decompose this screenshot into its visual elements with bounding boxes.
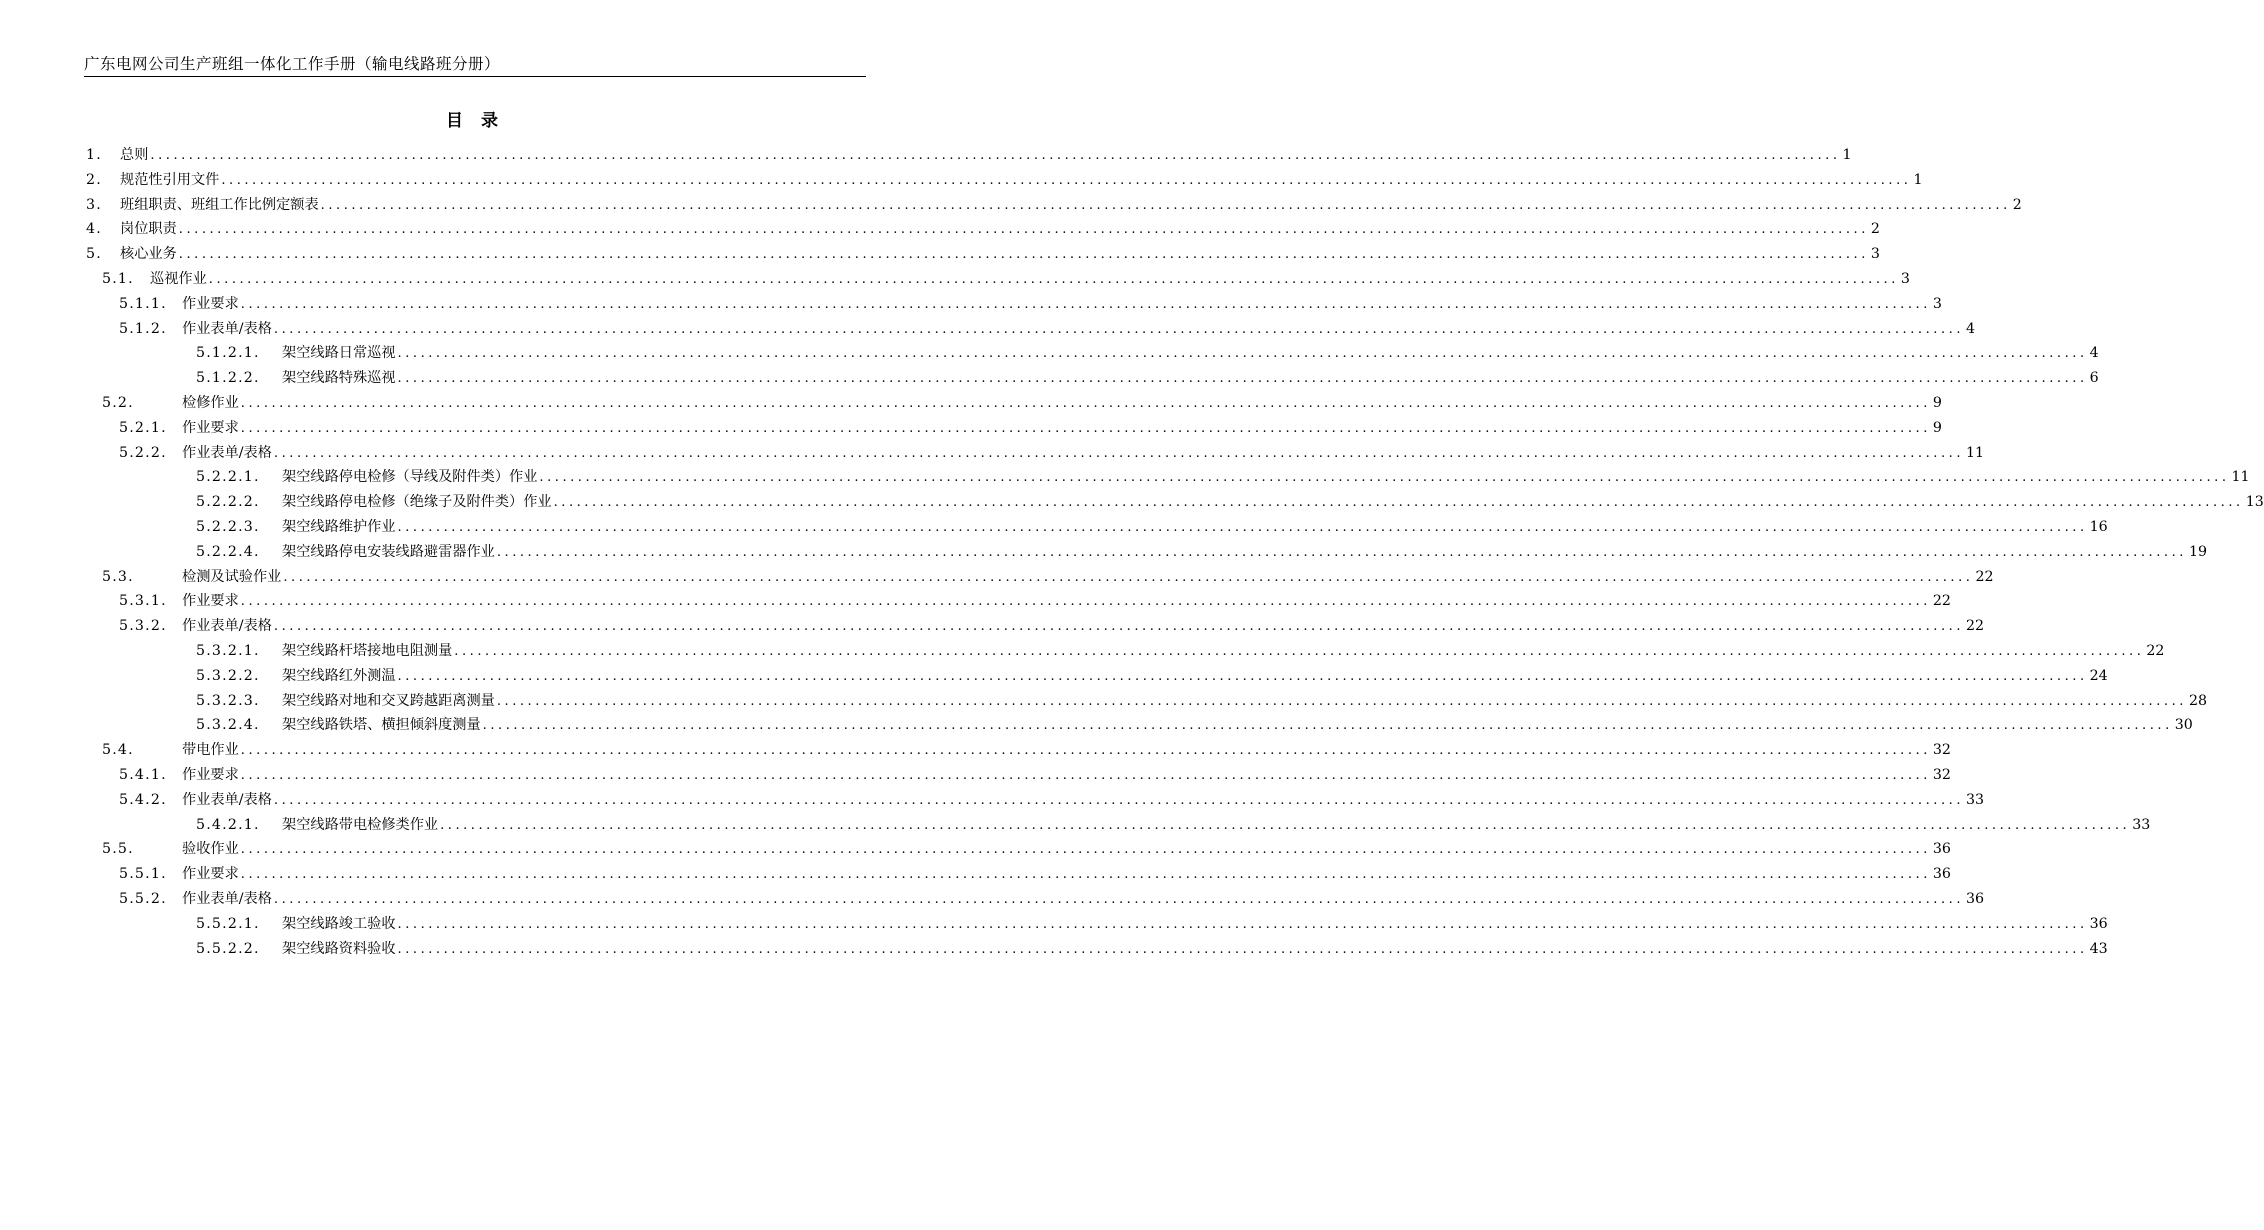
toc-entry-page: 2 xyxy=(1870,221,1880,238)
toc-entry[interactable] xyxy=(196,639,2165,663)
toc-entry-text: 架空线路资料验收 xyxy=(282,940,396,957)
toc-leader-dots: ............................................................................................................................................................................................................................ xyxy=(454,644,2145,659)
toc-entry[interactable] xyxy=(196,937,2108,961)
toc-entry-text: 检测及试验作业 xyxy=(182,568,282,585)
toc-entry-number: 5.1.2. xyxy=(119,320,167,337)
toc-entry-text: 岗位职责 xyxy=(120,221,177,238)
toc-leader-dots: ............................................................................................................................................................................................................................ xyxy=(221,172,1912,188)
toc-entry-page: 22 xyxy=(1932,593,1951,610)
toc-entry-number: 5.2. xyxy=(102,395,134,411)
toc-entry-text: 架空线路对地和交叉跨越距离测量 xyxy=(282,692,495,709)
toc-leader-dots: ............................................................................................................................................................................................................................ xyxy=(273,792,1965,808)
toc-entry-text: 核心业务 xyxy=(120,246,177,263)
toc-entry-text: 作业要求 xyxy=(182,593,239,610)
toc-entry-page: 32 xyxy=(1932,767,1951,783)
toc-entry-page: 33 xyxy=(1966,791,1985,808)
toc-leader-dots: ............................................................................................................................................................................................................................ xyxy=(273,619,1965,635)
toc-leader-dots: ............................................................................................................................................................................................................................ xyxy=(240,867,1931,883)
toc-entry-page: 9 xyxy=(1932,419,1942,436)
toc-entry-page: 19 xyxy=(2188,543,2207,560)
toc-entry-number: 5.4.1. xyxy=(119,767,167,783)
running-header: 广东电网公司生产班组一体化工作手册（输电线路班分册） xyxy=(84,55,501,73)
toc-entry-text: 班组职责、班组工作比例定额表 xyxy=(120,196,319,213)
toc-entry-text: 验收作业 xyxy=(182,841,239,858)
toc-leader-dots: ............................................................................................................................................................................................................................ xyxy=(240,396,1931,411)
toc-entry-number: 5.3.2.1. xyxy=(196,643,260,659)
toc-entry[interactable] xyxy=(102,267,1910,291)
header-rule xyxy=(84,76,866,77)
toc-entry[interactable] xyxy=(119,416,1942,440)
toc-entry-number: 5.5.2.2. xyxy=(196,940,260,957)
toc-entry-number: 5.2.2.1. xyxy=(196,469,260,486)
toc-leader-dots: ............................................................................................................................................................................................................................ xyxy=(178,222,1869,238)
toc-entry-page: 1 xyxy=(1842,147,1852,163)
toc-leader-dots: ............................................................................................................................................................................................................................ xyxy=(397,520,2088,535)
toc-entry-number: 5.2.2.4. xyxy=(196,543,260,560)
toc-entry-number: 5.4.2. xyxy=(119,791,167,808)
toc-entry-text: 架空线路铁塔、横担倾斜度测量 xyxy=(282,717,481,734)
toc-entry-number: 5. xyxy=(86,246,102,263)
toc-leader-dots: ............................................................................................................................................................................................................................ xyxy=(178,247,1869,263)
toc-entry-text: 架空线路日常巡视 xyxy=(282,345,396,362)
toc-entry[interactable] xyxy=(102,391,1942,415)
toc-entry-number: 5.3.1. xyxy=(119,593,167,610)
toc-entry-page: 11 xyxy=(2231,469,2250,486)
toc-entry-number: 1. xyxy=(86,147,102,163)
toc-entry-text: 架空线路停电检修（绝缘子及附件类）作业 xyxy=(282,494,552,511)
toc-entry-text: 带电作业 xyxy=(182,742,239,759)
toc-entry[interactable] xyxy=(102,837,1951,861)
toc-entry-text: 架空线路带电检修类作业 xyxy=(282,816,439,833)
toc-entry-page: 3 xyxy=(1932,295,1942,312)
toc-leader-dots: ............................................................................................................................................................................................................................ xyxy=(320,197,2011,213)
toc-entry-text: 巡视作业 xyxy=(150,271,207,287)
toc-entry-page: 4 xyxy=(2089,345,2099,362)
toc-entry[interactable] xyxy=(196,366,2099,390)
toc-entry[interactable] xyxy=(102,738,1951,762)
toc-entry-number: 5.1.1. xyxy=(119,295,167,312)
toc-entry[interactable] xyxy=(196,912,2108,936)
toc-entry-number: 5.4.2.1. xyxy=(196,816,260,833)
toc-entry-number: 5.2.1. xyxy=(119,419,167,436)
toc-entry[interactable] xyxy=(119,788,1985,812)
toc-leader-dots: ............................................................................................................................................................................................................................ xyxy=(240,768,1931,783)
toc-entry-text: 检修作业 xyxy=(182,395,239,411)
toc-entry-page: 33 xyxy=(2132,816,2151,833)
toc-leader-dots: ............................................................................................................................................................................................................................ xyxy=(482,718,2173,734)
toc-leader-dots: ............................................................................................................................................................................................................................ xyxy=(397,346,2088,362)
toc-entry-page: 9 xyxy=(1932,395,1942,411)
toc-entry-page: 22 xyxy=(2146,643,2165,659)
toc-entry-page: 6 xyxy=(2089,370,2099,387)
toc-entry[interactable] xyxy=(196,515,2108,539)
toc-entry-page: 4 xyxy=(1966,320,1976,337)
toc-entry[interactable] xyxy=(196,465,2250,489)
toc-leader-dots: ............................................................................................................................................................................................................................ xyxy=(496,693,2187,709)
toc-leader-dots: ............................................................................................................................................................................................................................ xyxy=(496,544,2187,560)
toc-entry-text: 架空线路特殊巡视 xyxy=(282,370,396,387)
toc-title: 目 录 xyxy=(446,111,504,131)
toc-entry-text: 作业要求 xyxy=(182,295,239,312)
toc-entry[interactable] xyxy=(119,589,1951,613)
toc-entry-page: 36 xyxy=(2089,915,2108,932)
toc-entry[interactable] xyxy=(119,763,1951,787)
toc-entry[interactable] xyxy=(196,490,2264,514)
toc-entry-text: 规范性引用文件 xyxy=(120,171,220,188)
toc-entry[interactable] xyxy=(196,813,2151,837)
toc-entry-number: 5.1.2.1. xyxy=(196,345,260,362)
toc-entry-number: 5.4. xyxy=(102,742,134,759)
toc-leader-dots: ............................................................................................................................................................................................................................ xyxy=(273,892,1965,907)
toc-entry-page: 28 xyxy=(2188,692,2207,709)
toc-entry-number: 5.3.2.2. xyxy=(196,667,260,684)
toc-entry[interactable] xyxy=(102,565,1994,589)
toc-entry-page: 22 xyxy=(1966,618,1985,635)
toc-leader-dots: ............................................................................................................................................................................................................................ xyxy=(397,668,2088,684)
toc-leader-dots: ............................................................................................................................................................................................................................ xyxy=(397,916,2088,932)
toc-entry-text: 作业表单/表格 xyxy=(182,791,272,808)
toc-entry[interactable] xyxy=(196,664,2108,688)
toc-leader-dots: ............................................................................................................................................................................................................................ xyxy=(539,470,2230,486)
toc-entry[interactable] xyxy=(196,689,2207,713)
toc-leader-dots: ............................................................................................................................................................................................................................ xyxy=(440,817,2131,833)
toc-entry-number: 2. xyxy=(86,171,102,188)
toc-entry[interactable] xyxy=(196,713,2193,737)
toc-entry-page: 3 xyxy=(1870,246,1880,263)
toc-leader-dots: ............................................................................................................................................................................................................................ xyxy=(240,842,1931,858)
toc-entry-text: 总则 xyxy=(120,147,149,163)
toc-leader-dots: ............................................................................................................................................................................................................................ xyxy=(283,569,1974,585)
toc-entry[interactable] xyxy=(86,143,1852,167)
toc-entry-number: 5.5.2.1. xyxy=(196,915,260,932)
toc-leader-dots: ............................................................................................................................................................................................................................ xyxy=(397,941,2088,957)
toc-entry-page: 2 xyxy=(2012,196,2022,213)
toc-entry-number: 5.5.2. xyxy=(119,891,167,907)
toc-entry-page: 3 xyxy=(1900,271,1910,287)
toc-entry-text: 架空线路竣工验收 xyxy=(282,915,396,932)
toc-entry-page: 43 xyxy=(2089,940,2108,957)
toc-entry-page: 36 xyxy=(1932,841,1951,858)
toc-leader-dots: ............................................................................................................................................................................................................................ xyxy=(240,296,1931,312)
toc-entry-text: 作业表单/表格 xyxy=(182,320,272,337)
toc-leader-dots: ............................................................................................................................................................................................................................ xyxy=(553,495,2244,511)
toc-entry-text: 作业要求 xyxy=(182,866,239,883)
toc-entry-number: 5.2.2.2. xyxy=(196,494,260,511)
toc-entry-page: 36 xyxy=(1932,866,1951,883)
toc-entry[interactable] xyxy=(86,193,2022,217)
toc-entry-number: 5.1.2.2. xyxy=(196,370,260,387)
toc-entry-text: 架空线路维护作业 xyxy=(282,519,396,535)
toc-entry[interactable] xyxy=(86,168,1923,192)
toc-entry-page: 32 xyxy=(1932,742,1951,759)
toc-entry-text: 架空线路杆塔接地电阻测量 xyxy=(282,643,453,659)
toc-entry-page: 1 xyxy=(1913,171,1923,188)
toc-entry-number: 5.5. xyxy=(102,841,134,858)
toc-leader-dots: ............................................................................................................................................................................................................................ xyxy=(240,420,1931,436)
toc-entry[interactable] xyxy=(119,862,1951,886)
toc-entry-number: 5.2.2. xyxy=(119,444,167,461)
toc-entry-text: 作业要求 xyxy=(182,767,239,783)
toc-entry[interactable] xyxy=(196,540,2207,564)
toc-entry-number: 5.5.1. xyxy=(119,866,167,883)
toc-leader-dots: ............................................................................................................................................................................................................................ xyxy=(240,594,1931,610)
toc-entry-page: 13 xyxy=(2245,494,2264,511)
toc-entry[interactable] xyxy=(86,217,1880,241)
toc-entry-number: 3. xyxy=(86,196,102,213)
toc-entry-text: 架空线路红外测温 xyxy=(282,667,396,684)
toc-entry[interactable] xyxy=(86,242,1880,266)
toc-entry-text: 架空线路停电检修（导线及附件类）作业 xyxy=(282,469,538,486)
toc-entry-page: 24 xyxy=(2089,667,2108,684)
toc-entry[interactable] xyxy=(119,887,1985,911)
toc-leader-dots: ............................................................................................................................................................................................................................ xyxy=(150,148,1841,163)
toc-leader-dots: ............................................................................................................................................................................................................................ xyxy=(240,743,1931,759)
toc-entry-number: 5.3.2. xyxy=(119,618,167,635)
toc-entry-page: 22 xyxy=(1975,568,1994,585)
toc-leader-dots: ............................................................................................................................................................................................................................ xyxy=(397,371,2088,387)
toc-entry-number: 5.3.2.4. xyxy=(196,717,260,734)
toc-entry-number: 4. xyxy=(86,221,102,238)
toc-entry[interactable] xyxy=(119,614,1985,638)
toc-entry-text: 作业表单/表格 xyxy=(182,891,272,907)
toc-entry-text: 作业要求 xyxy=(182,419,239,436)
toc-entry[interactable] xyxy=(119,317,1976,341)
toc-entry[interactable] xyxy=(196,341,2099,365)
toc-entry-page: 30 xyxy=(2174,717,2193,734)
toc-entry-number: 5.3. xyxy=(102,568,134,585)
toc-entry[interactable] xyxy=(119,441,1985,465)
toc-entry-page: 11 xyxy=(1966,444,1985,461)
toc-entry-number: 5.2.2.3. xyxy=(196,519,260,535)
toc-entry-text: 作业表单/表格 xyxy=(182,444,272,461)
toc-leader-dots: ............................................................................................................................................................................................................................ xyxy=(273,445,1965,461)
toc-entry-number: 5.3.2.3. xyxy=(196,692,260,709)
toc-leader-dots: ............................................................................................................................................................................................................................ xyxy=(273,321,1965,337)
toc-entry-text: 架空线路停电安装线路避雷器作业 xyxy=(282,543,495,560)
toc-entry-page: 36 xyxy=(1966,891,1985,907)
toc-leader-dots: ............................................................................................................................................................................................................................ xyxy=(208,272,1899,287)
toc-entry-number: 5.1. xyxy=(102,271,134,287)
toc-entry-page: 16 xyxy=(2089,519,2108,535)
toc-entry[interactable] xyxy=(119,292,1942,316)
toc-entry-text: 作业表单/表格 xyxy=(182,618,272,635)
